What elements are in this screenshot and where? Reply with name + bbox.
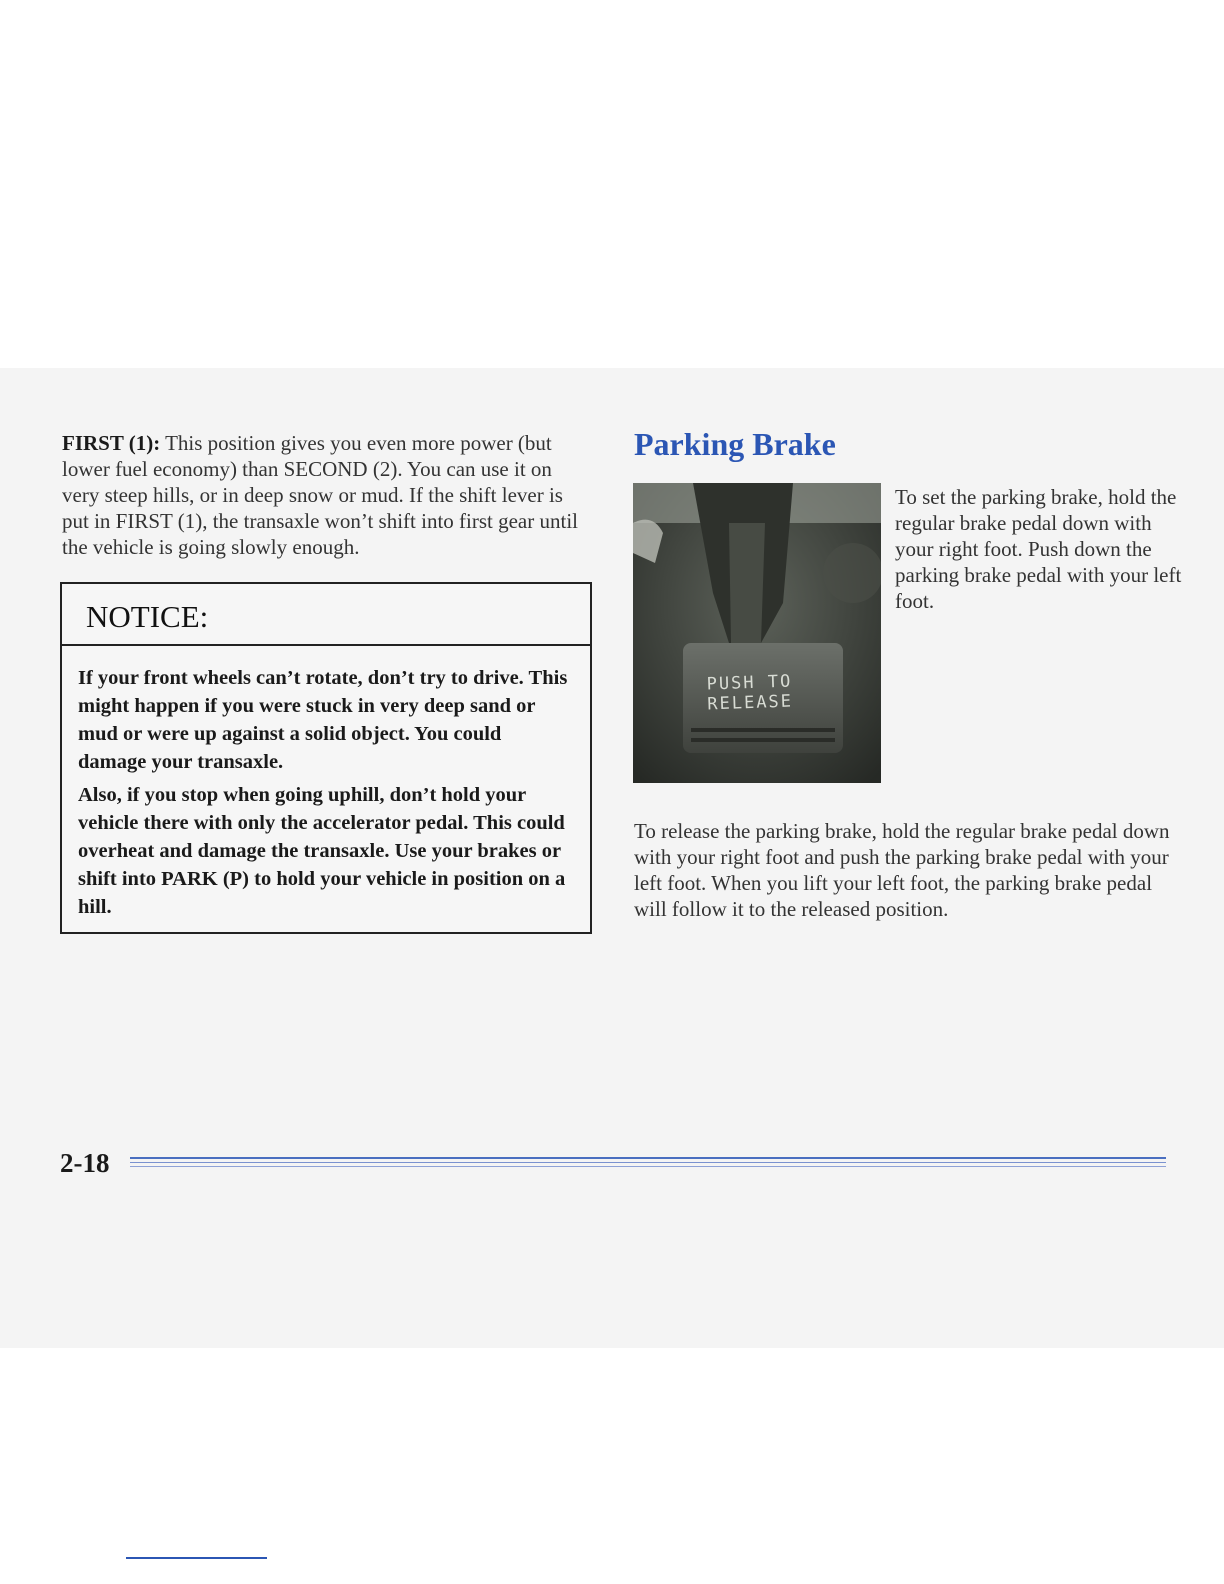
set-parking-brake-text: To set the parking brake, hold the regular brake pedal down with your right foot. Push down the parking brake pedal with your left foot. [895, 485, 1182, 613]
first-gear-paragraph [62, 430, 587, 560]
parking-brake-title: Parking Brake [634, 426, 836, 462]
notice-heading: NOTICE: [62, 584, 590, 646]
photo-label-line-1: PUSH TO [706, 671, 793, 695]
footer-rule-thin [130, 1162, 1166, 1163]
footer-rule-thin-2 [130, 1166, 1166, 1167]
parking-brake-pedal-photo [633, 483, 881, 783]
notice-box [60, 582, 592, 934]
release-parking-brake-text: To release the parking brake, hold the regular brake pedal down with your right foot and push the parking brake pedal with your left foot. When you lift your left foot, the parking brake pedal will follow it to the released position. [634, 819, 1170, 921]
bottom-margin-line [126, 1557, 267, 1559]
footer-rule [130, 1157, 1166, 1159]
notice-paragraph-1: If your front wheels can’t rotate, don’t try to drive. This might happen if you were stuck in very deep sand or mud or were up against a solid object. You could damage your transaxle. [78, 667, 568, 773]
notice-paragraph-2: Also, if you stop when going uphill, don’t hold your vehicle there with only the accelerator pedal. This could overheat and damage the transaxle. Use your brakes or shift into PARK (P) to hold your vehicle in position on a hill. [78, 784, 566, 918]
page-number: 2-18 [60, 1148, 110, 1178]
push-to-release-label [706, 672, 793, 715]
first-gear-lead: FIRST (1): [62, 431, 161, 455]
first-gear-text: This position gives you even more power (but lower fuel economy) than SECOND (2). You can use it on very steep hills, or in deep snow or mud. If the shift lever is put in FIRST (1), the transaxle won’t shift into first gear until the vehicle is going slowly enough. [62, 431, 578, 559]
notice-body [62, 646, 590, 921]
pedal-photo-illustration [633, 483, 881, 783]
photo-label-line-2: RELEASE [707, 691, 794, 715]
